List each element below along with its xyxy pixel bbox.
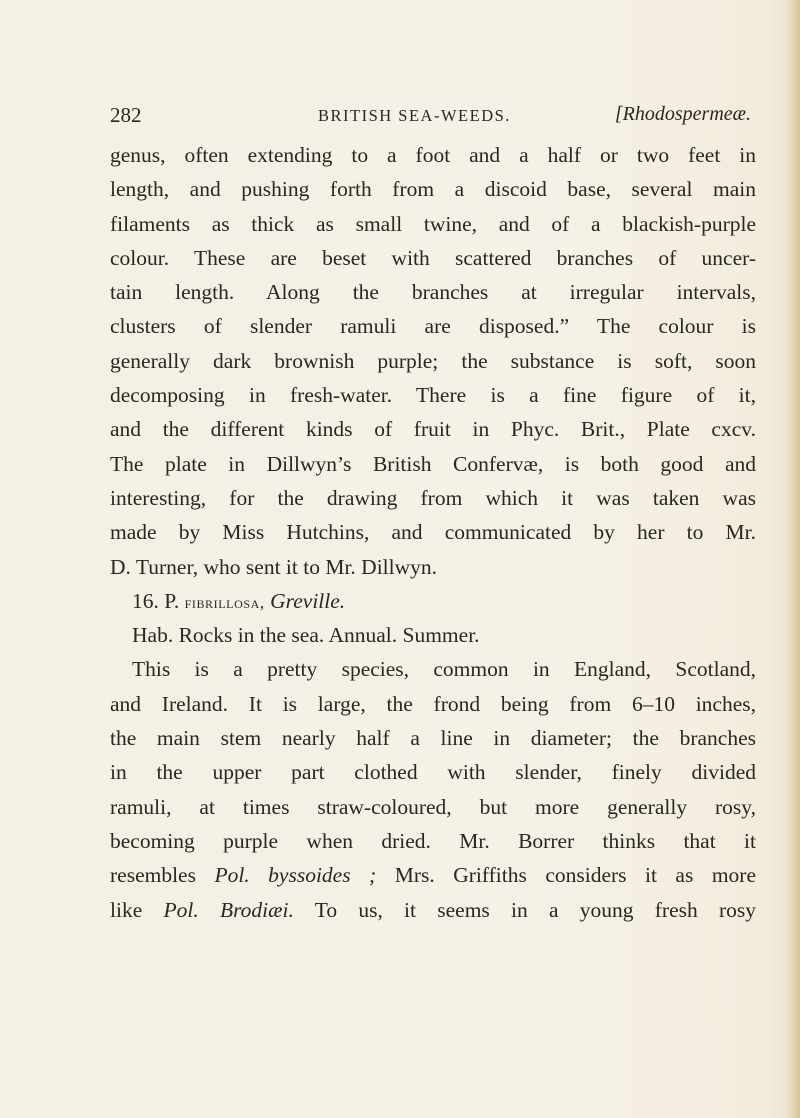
section-tag: [Rhodospermeæ.	[614, 103, 751, 125]
text-line: genus, often extending to a foot and a half or two feet in	[110, 143, 756, 167]
text-line: The plate in Dillwyn’s British Confervæ, is both good and	[110, 451, 756, 476]
text-line: generally dark brownish purple; the substance is soft, soon	[110, 348, 756, 373]
habitat-line: Hab. Rocks in the sea. Annual. Summer.	[132, 623, 480, 648]
text-line: in the upper part clothed with slender, finely divided	[110, 760, 756, 785]
text-line: tain length. Along the branches at irregular intervals,	[110, 280, 756, 305]
text-line	[110, 858, 756, 892]
species-number: 16. P.	[132, 588, 180, 613]
text-run: like	[110, 897, 143, 922]
species-name: fibrillosa,	[184, 592, 265, 612]
text-line: colour. These are beset with scattered branches of uncer-	[110, 245, 756, 270]
text-line: and the different kinds of fruit in Phyc. Brit., Plate cxcv.	[110, 417, 756, 442]
text-line: D. Turner, who sent it to Mr. Dillwyn.	[110, 554, 438, 579]
text-run: To us, it seems in a young fresh rosy	[314, 897, 756, 922]
text-line	[110, 893, 756, 927]
text-line: the main stem nearly half a line in diameter; the branches	[110, 726, 756, 751]
text-run: Mrs. Griffiths considers it as more	[394, 863, 756, 888]
page-edge	[786, 0, 800, 1118]
body-text	[110, 138, 756, 927]
text-run: resembles	[110, 863, 196, 888]
text-line: This is a pretty species, common in England, Scotland,	[132, 657, 756, 682]
page-number: 282	[110, 103, 142, 127]
text-line: clusters of slender ramuli are disposed.” The colour is	[110, 314, 756, 339]
running-title: BRITISH SEA-WEEDS.	[318, 106, 511, 125]
text-line: interesting, for the drawing from which it was taken was	[110, 485, 756, 510]
species-reference: Pol. Brodiæi.	[163, 897, 294, 922]
text-line: ramuli, at times straw-coloured, but more generally rosy,	[110, 794, 756, 819]
text-line: made by Miss Hutchins, and communicated by her to Mr.	[110, 520, 756, 545]
species-authority: Greville.	[270, 588, 346, 613]
text-line: filaments as thick as small twine, and of a blackish-purple	[110, 211, 756, 236]
text-line: and Ireland. It is large, the frond being from 6–10 inches,	[110, 691, 756, 716]
running-head	[110, 103, 751, 131]
species-reference: Pol. byssoides ;	[214, 863, 377, 888]
species-heading	[110, 584, 756, 618]
text-line: becoming purple when dried. Mr. Borrer thinks that it	[110, 828, 756, 853]
text-line: length, and pushing forth from a discoid base, several main	[110, 177, 756, 202]
text-line: decomposing in fresh-water. There is a fine figure of it,	[110, 383, 756, 408]
